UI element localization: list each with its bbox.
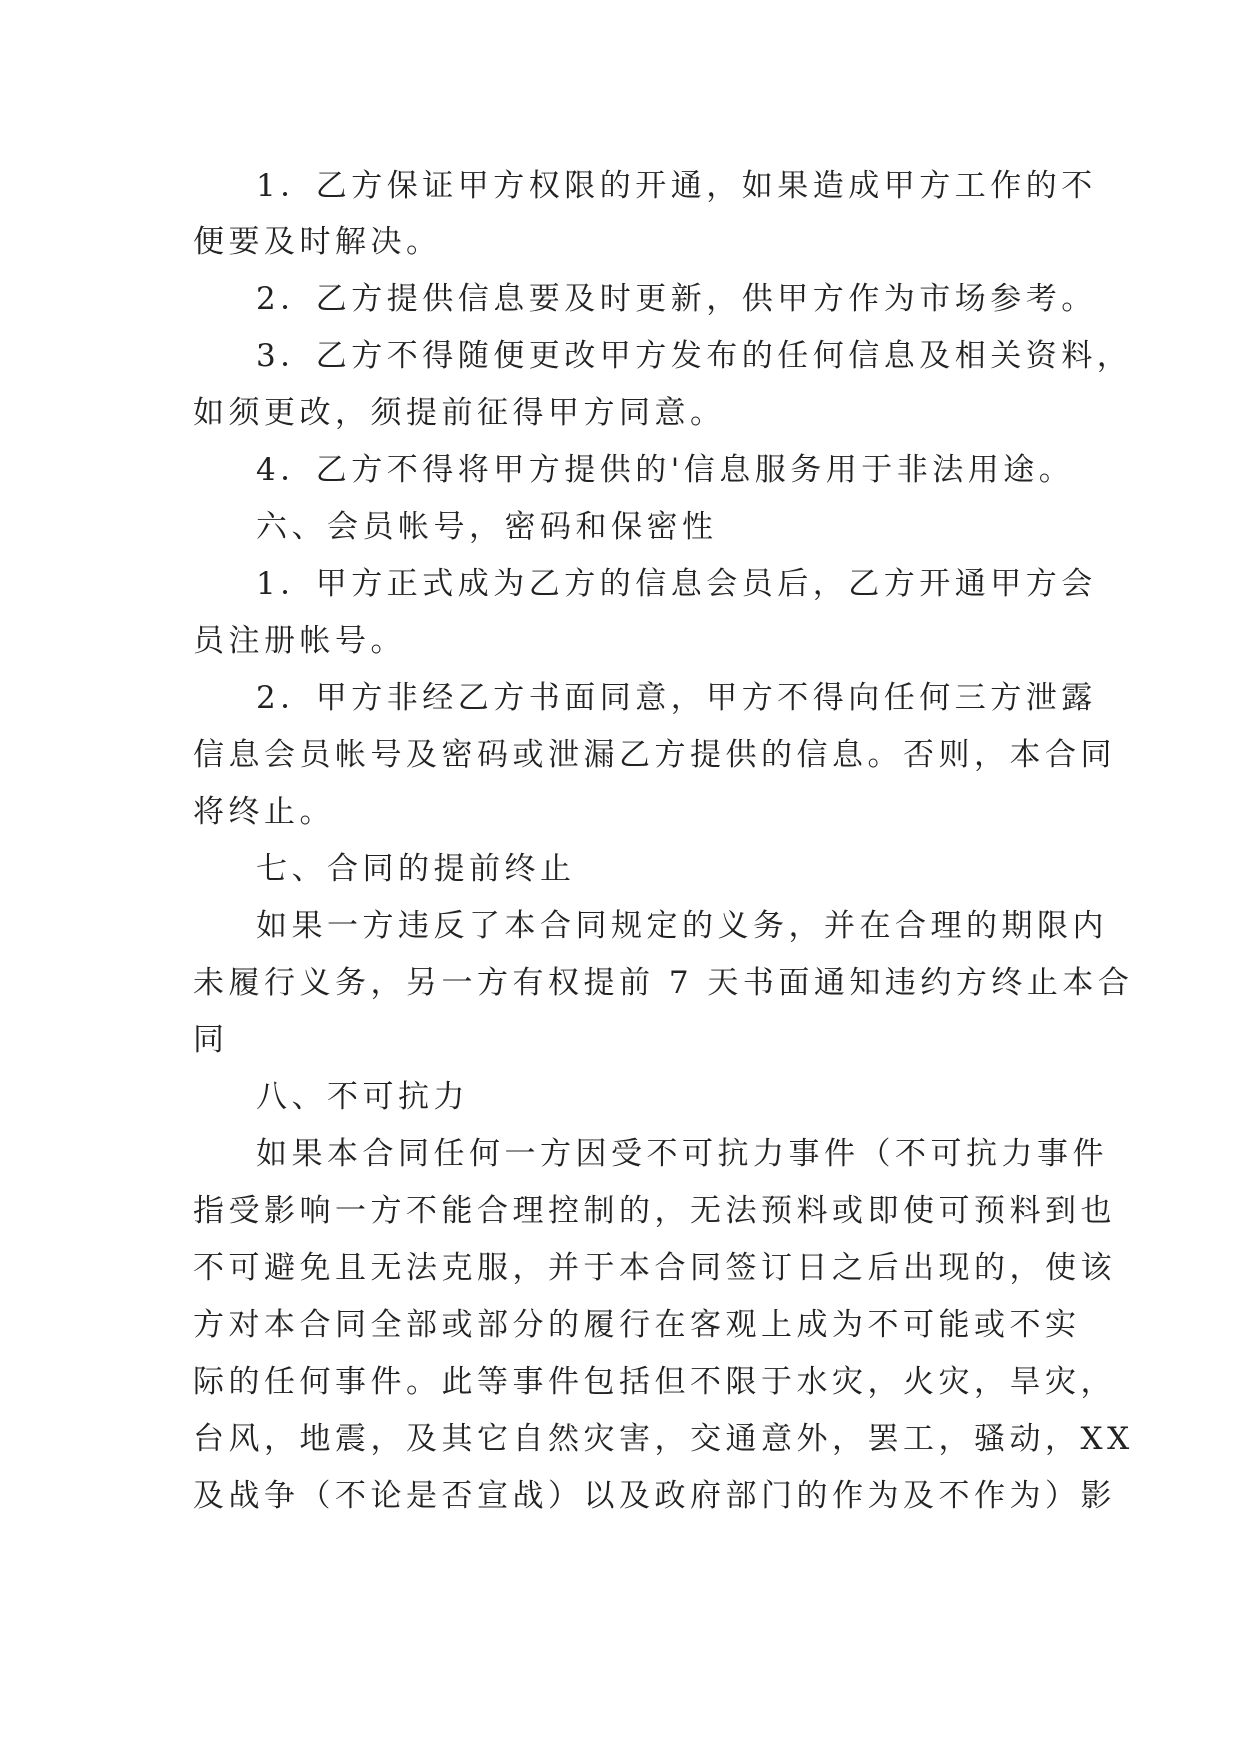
section-6-clause-1-line-2: 员注册帐号。 <box>193 623 406 659</box>
section-6-clause-1-line-1: 1．甲方正式成为乙方的信息会员后，乙方开通甲方会 <box>256 566 1097 602</box>
section-6-clause-2-line-3: 将终止。 <box>193 794 335 830</box>
section-8-paragraph-line-1: 如果本合同任何一方因受不可抗力事件（不可抗力事件 <box>256 1136 1108 1172</box>
section-6-heading: 六、会员帐号，密码和保密性 <box>256 509 718 545</box>
section-7-paragraph-line-1: 如果一方违反了本合同规定的义务，并在合理的期限内 <box>256 908 1108 944</box>
clause-1-line-1: 1．乙方保证甲方权限的开通，如果造成甲方工作的不 <box>256 168 1097 204</box>
section-6-clause-2-line-1: 2．甲方非经乙方书面同意，甲方不得向任何三方泄露 <box>256 680 1097 716</box>
section-8-paragraph-line-4: 方对本合同全部或部分的履行在客观上成为不可能或不实 <box>193 1307 1081 1343</box>
clause-3-line-1: 3．乙方不得随便更改甲方发布的任何信息及相关资料， <box>256 338 1133 374</box>
clause-3-line-2: 如须更改，须提前征得甲方同意。 <box>193 395 726 431</box>
section-8-paragraph-line-2: 指受影响一方不能合理控制的，无法预料或即使可预料到也 <box>193 1193 1116 1229</box>
section-7-paragraph-line-3: 同 <box>193 1022 229 1058</box>
section-8-paragraph-line-3: 不可避免且无法克服，并于本合同签订日之后出现的，使该 <box>193 1250 1116 1286</box>
section-7-heading: 七、合同的提前终止 <box>256 851 576 887</box>
section-8-paragraph-line-7: 及战争（不论是否宣战）以及政府部门的作为及不作为）影 <box>193 1478 1116 1514</box>
section-8-paragraph-line-5: 际的任何事件。此等事件包括但不限于水灾，火灾，旱灾， <box>193 1364 1116 1400</box>
section-8-heading: 八、不可抗力 <box>256 1079 469 1115</box>
section-8-paragraph-line-6: 台风，地震，及其它自然灾害，交通意外，罢工，骚动，XX <box>193 1421 1134 1457</box>
section-7-paragraph-line-2: 未履行义务，另一方有权提前 7 天书面通知违约方终止本合 <box>193 965 1134 1001</box>
clause-2-line-1: 2．乙方提供信息要及时更新，供甲方作为市场参考。 <box>256 281 1097 317</box>
clause-1-line-2: 便要及时解决。 <box>193 224 442 260</box>
clause-4-line-1: 4．乙方不得将甲方提供的'信息服务用于非法用途。 <box>256 452 1075 488</box>
section-6-clause-2-line-2: 信息会员帐号及密码或泄漏乙方提供的信息。否则，本合同 <box>193 737 1116 773</box>
